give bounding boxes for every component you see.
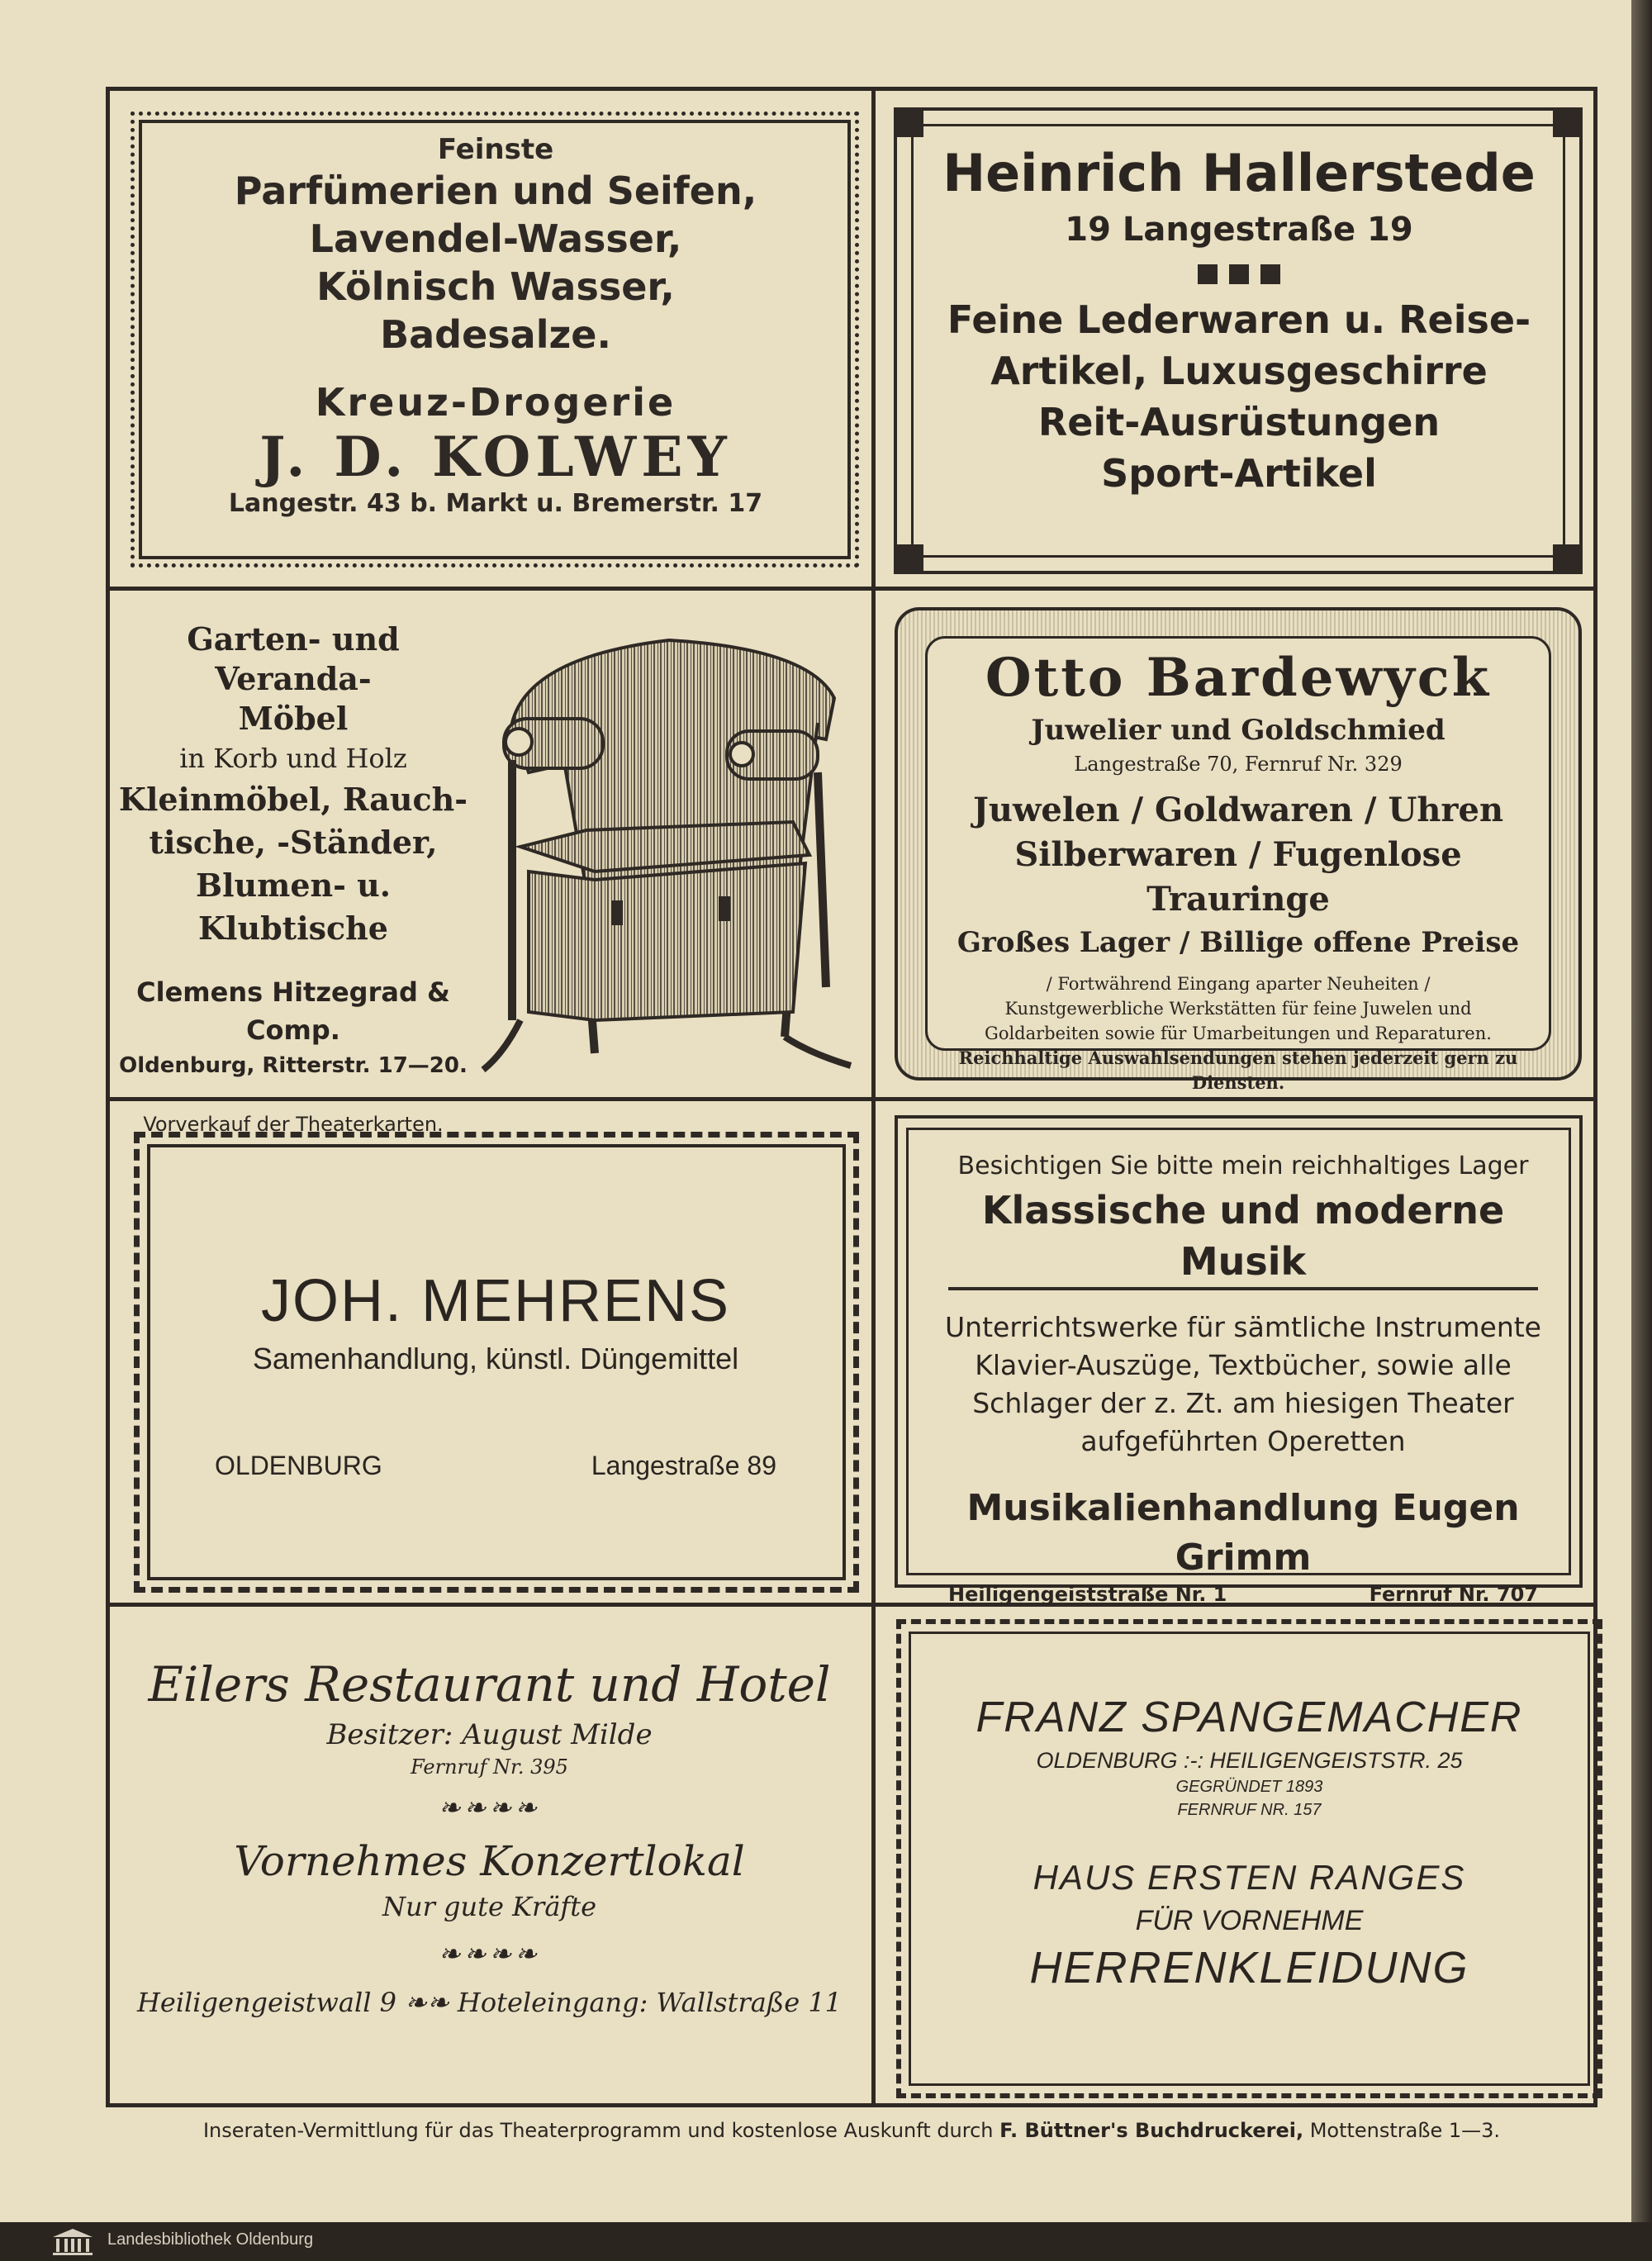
footer-printer: F. Büttner's Buchdruckerei, (999, 2119, 1304, 2142)
ad-kolwey-shop-type: Kreuz-Drogerie (315, 380, 676, 425)
ad-hitzegrad-note: Vorverkauf der Theaterkarten. (143, 1113, 444, 1136)
ad-eilers-name: Eilers Restaurant und Hotel (148, 1656, 831, 1712)
ad-grimm-line3: Schlager der z. Zt. am hiesigen Theater (972, 1387, 1514, 1419)
ad-grimm-headline: Klassische und moderne Musik (948, 1185, 1538, 1290)
footer-text-a: Inseraten-Vermittlung für das Theaterprogramm und kostenlose Auskunft durch (202, 2119, 1000, 2142)
ad-spangemacher-name: FRANZ SPANGEMACHER (976, 1693, 1523, 1741)
ad-eilers-phone: Fernruf Nr. 395 (411, 1755, 568, 1779)
ad-grimm (925, 1148, 1561, 1606)
corner-ornament-icon (1553, 544, 1583, 574)
ad-eilers-address: Heiligengeistwall 9 ❧❧ Hoteleingang: Wallstraße 11 (136, 1987, 843, 2018)
ad-kolwey-line2: Parfümerien und Seifen, (234, 169, 757, 213)
ad-hallerstede-line4: Sport-Artikel (1101, 451, 1377, 496)
ad-hallerstede-line1: Feine Lederwaren u. Reise- (947, 297, 1531, 342)
ad-eilers-owner: Besitzer: August Milde (326, 1718, 653, 1751)
ad-kolwey-line4: Kölnisch Wasser, (316, 264, 675, 309)
ad-kolwey-line5: Badesalze. (380, 312, 611, 357)
ad-hitzegrad-line3: in Korb und Holz (179, 743, 407, 774)
ad-hitzegrad-rule (240, 1097, 347, 1099)
ad-bardewyck-address: Langestraße 70, Fernruf Nr. 329 (1074, 753, 1403, 776)
ad-hitzegrad-line4: Kleinmöbel, Rauch- (118, 781, 468, 818)
ad-mehrens-name: JOH. MEHRENS (260, 1268, 731, 1334)
ad-eilers-subslogan: Nur gute Kräfte (382, 1891, 597, 1922)
ad-bardewyck-small4: Reichhaltige Auswahlsendungen stehen jederzeit gern zu Diensten. (958, 1047, 1518, 1093)
grid-divider-1 (106, 587, 1597, 591)
ad-hitzegrad (116, 620, 471, 1136)
ad-bardewyck (933, 644, 1543, 1093)
ad-hallerstede-line2: Artikel, Luxusgeschirre (990, 349, 1488, 393)
ad-bardewyck-small2: Kunstgewerbliche Werkstätten für feine Juwelen und (1004, 999, 1472, 1019)
ad-spangemacher-founded: GEGRÜNDET 1893 (1175, 1778, 1323, 1796)
corner-ornament-icon (1553, 107, 1583, 137)
ad-hitzegrad-company: Clemens Hitzegrad & Comp. (136, 976, 450, 1046)
ad-spangemacher-phone: FERNRUF NR. 157 (1177, 1801, 1322, 1819)
ad-kolwey-line3: Lavendel-Wasser, (309, 216, 682, 261)
ad-hallerstede-line3: Reit-Ausrüstungen (1037, 400, 1441, 444)
ad-bardewyck-name: Otto Bardewyck (985, 647, 1492, 709)
ad-grimm-shop: Musikalienhandlung Eugen Grimm (966, 1487, 1520, 1579)
ad-spangemacher (917, 1689, 1582, 2053)
ad-eilers-slogan: Vornehmes Konzertlokal (234, 1837, 745, 1885)
ad-hallerstede (917, 140, 1561, 537)
corner-ornament-icon (894, 544, 923, 574)
page-footer (106, 2108, 1597, 2154)
ad-spangemacher-address: OLDENBURG :-: HEILIGENGEISTSTR. 25 (1036, 1748, 1463, 1773)
library-building-icon (50, 2225, 96, 2257)
ad-hallerstede-name: Heinrich Hallerstede (942, 143, 1536, 203)
ad-kolwey-line1: Feinste (437, 133, 554, 166)
page-spine-shadow (1631, 0, 1652, 2222)
ad-spangemacher-line2: FÜR VORNEHME (1135, 1905, 1364, 1936)
wicker-armchair-icon (479, 624, 859, 1078)
ad-mehrens-business: Samenhandlung, künstl. Düngemittel (252, 1342, 739, 1375)
ad-grimm-address: Heiligengeiststraße Nr. 1 (948, 1583, 1227, 1606)
corner-ornament-icon (894, 107, 923, 137)
ad-grimm-intro: Besichtigen Sie bitte mein reichhaltiges Lager (957, 1152, 1529, 1180)
ad-eilers-ornament-1: ❧❧❧❧ (438, 1792, 541, 1823)
ad-bardewyck-small3: Goldarbeiten sowie für Umarbeitungen und Reparaturen. (985, 1024, 1492, 1043)
ad-kolwey-name: J. D. KOLWEY (259, 425, 732, 489)
ad-hitzegrad-line1: Garten- und Veranda- (187, 620, 400, 697)
ad-bardewyck-line2: Silberwaren / Fugenlose Trauringe (1014, 835, 1462, 919)
ad-grimm-line2: Klavier-Auszüge, Textbücher, sowie alle (975, 1349, 1512, 1381)
ad-bardewyck-line3: Großes Lager / Billige offene Preise (957, 926, 1520, 959)
ad-hallerstede-address: 19 Langestraße 19 (1065, 211, 1413, 249)
ad-kolwey-address: Langestr. 43 b. Markt u. Bremerstr. 17 (228, 489, 763, 518)
ad-grimm-line4: aufgeführten Operetten (1080, 1425, 1406, 1457)
ad-hitzegrad-address: Oldenburg, Ritterstr. 17—20. (119, 1053, 468, 1078)
ad-spangemacher-line1: HAUS ERSTEN RANGES (1032, 1858, 1466, 1897)
ad-bardewyck-small1: / Fortwährend Eingang aparter Neuheiten / (1046, 974, 1431, 994)
ad-bardewyck-profession: Juwelier und Goldschmied (1031, 714, 1446, 747)
ad-kolwey (140, 132, 851, 553)
ad-bardewyck-line1: Juwelen / Goldwaren / Uhren (972, 791, 1504, 829)
ad-eilers (116, 1652, 863, 2082)
ad-grimm-phone: Fernruf Nr. 707 (1369, 1583, 1538, 1606)
ad-hitzegrad-line5: tische, -Ständer, (149, 824, 438, 861)
ad-spangemacher-line3: HERRENKLEIDUNG (1029, 1943, 1469, 1993)
footer-text-c: Mottenstraße 1—3. (1303, 2119, 1501, 2142)
ad-mehrens-city: OLDENBURG (215, 1451, 382, 1480)
ad-hitzegrad-line2: Möbel (238, 700, 349, 737)
library-label[interactable]: Landesbibliothek Oldenburg (107, 2230, 314, 2249)
ad-mehrens (157, 1264, 834, 1545)
ad-grimm-line1: Unterrichtswerke für sämtliche Instrumente (945, 1311, 1541, 1343)
ad-mehrens-street: Langestraße 89 (591, 1451, 776, 1480)
ad-hitzegrad-line6: Blumen- u. Klubtische (195, 867, 392, 947)
ornamental-squares-icon (1189, 256, 1289, 289)
ad-eilers-ornament-2: ❧❧❧❧ (438, 1938, 541, 1969)
